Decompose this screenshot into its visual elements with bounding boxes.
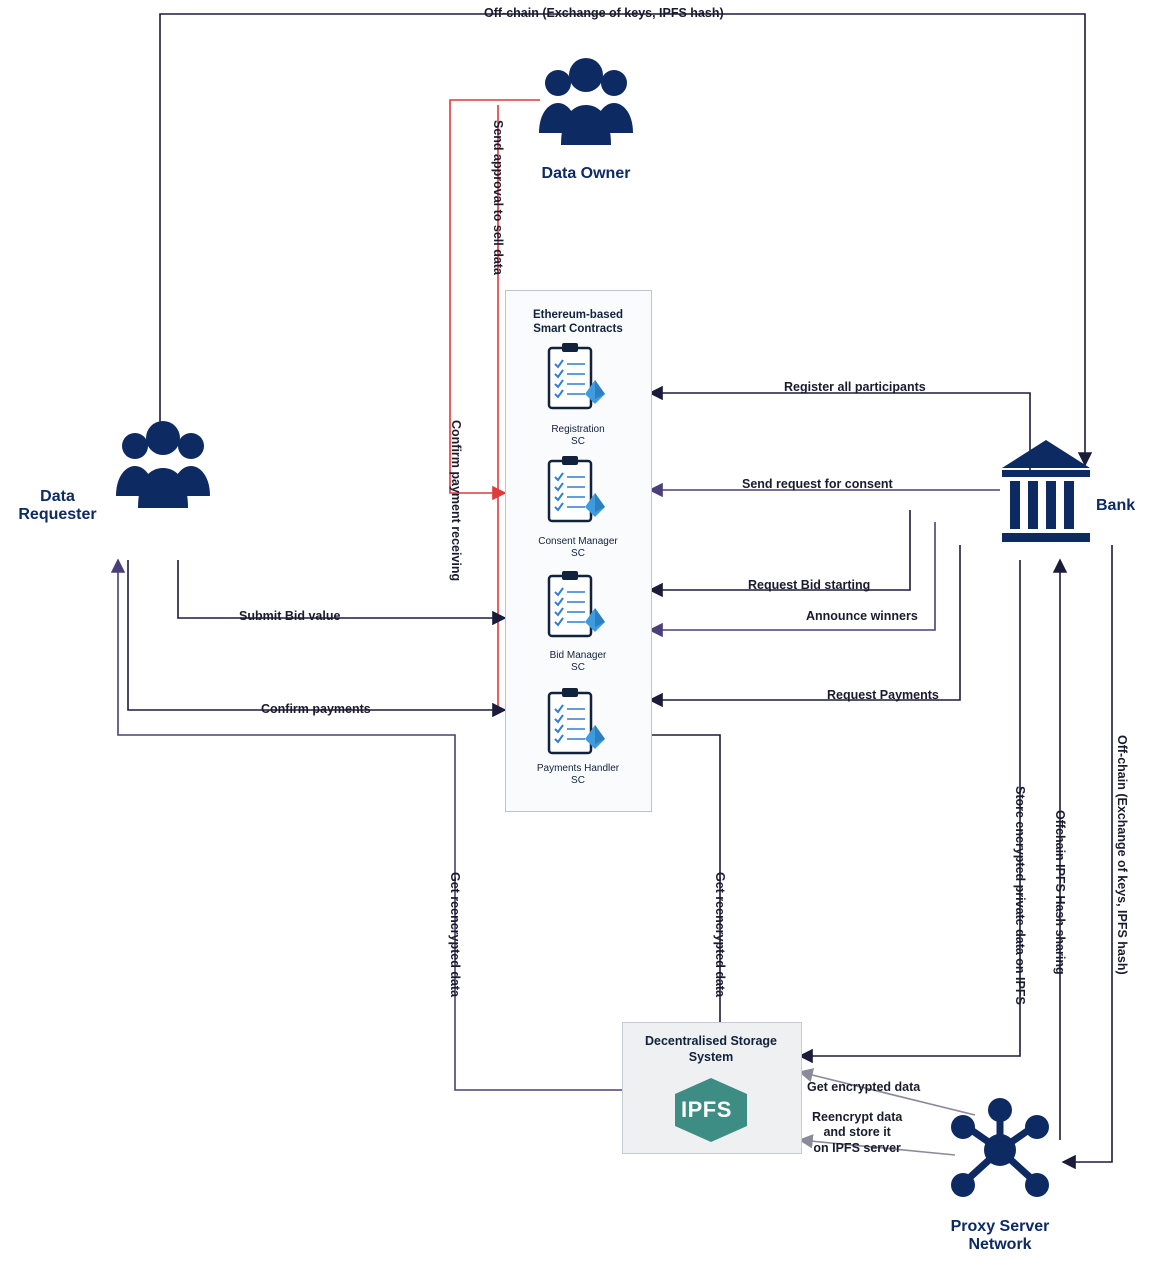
sc-header-line2: Smart Contracts <box>533 323 623 336</box>
proxy-line1: Proxy Server <box>950 1218 1050 1235</box>
node-label-data-requester <box>10 488 105 524</box>
sc1-line2: SC <box>571 436 585 447</box>
sc3-line1: Bid Manager <box>549 650 607 661</box>
sc-label-registration <box>513 424 643 448</box>
edge-label-get-reencrypted-data-mid: Get reencrypted data <box>713 872 727 998</box>
edge-label-send-request-consent: Send request for consent <box>742 477 893 491</box>
contract-clipboard-icon <box>545 455 611 538</box>
node-label-proxy-server-network <box>930 1218 1070 1254</box>
edge-label-reencrypt-data <box>812 1110 902 1156</box>
node-label-data-owner: Data Owner <box>541 165 631 182</box>
sc4-line2: SC <box>571 775 585 786</box>
storage-title-line1: Decentralised Storage <box>645 1034 777 1048</box>
edge-label-get-encrypted-data: Get encrypted data <box>807 1080 921 1094</box>
edge-label-announce-winners: Announce winners <box>806 609 918 623</box>
data-requester-line1: Data <box>40 488 75 505</box>
people-group-icon <box>536 55 636 155</box>
data-requester-line2: Requester <box>18 506 97 523</box>
edge-label-offchain-right: Off-chain (Exchange of keys, IPFS hash) <box>1115 735 1129 975</box>
people-group-icon <box>113 418 213 518</box>
reencrypt-line2: and store it <box>823 1125 891 1140</box>
contract-clipboard-icon <box>545 570 611 653</box>
sc4-line1: Payments Handler <box>536 763 620 774</box>
sc2-line1: Consent Manager <box>538 536 618 547</box>
edge-label-get-reencrypted-data-left: Get reencrypted data <box>448 872 462 998</box>
edge-label-confirm-payments: Confirm payments <box>261 702 371 716</box>
edge-label-send-approval: Send approval to sell data <box>491 120 505 275</box>
edge-label-confirm-payment-receiving: Confirm payment receiving <box>449 420 463 582</box>
edge-label-offchain-ipfs-hash-sharing: Offchain IPFS Hash sharing <box>1053 810 1067 975</box>
edge-label-offchain-top: Off-chain (Exchange of keys, IPFS hash) <box>484 6 724 20</box>
smart-contracts-header <box>513 308 643 337</box>
sc-label-payments-handler <box>513 763 643 787</box>
sc3-line2: SC <box>571 662 585 673</box>
sc1-line1: Registration <box>551 424 605 435</box>
node-label-bank: Bank <box>1096 497 1136 514</box>
contract-clipboard-icon <box>545 687 611 770</box>
sc-header-line1: Ethereum-based <box>532 309 624 321</box>
storage-title-line2: System <box>688 1049 734 1064</box>
edge-label-request-bid-starting: Request Bid starting <box>748 578 871 592</box>
sc-label-consent-manager <box>513 536 643 560</box>
ipfs-logo-text: IPFS <box>681 1097 732 1122</box>
contract-clipboard-icon <box>545 342 611 425</box>
sc2-line2: SC <box>571 548 585 559</box>
storage-title <box>626 1034 796 1065</box>
network-nodes-icon <box>945 1095 1055 1210</box>
proxy-line2: Network <box>968 1236 1032 1253</box>
edge-label-store-encrypted-private-data: Store encrypted private data on IPFS <box>1013 786 1027 1005</box>
edge-label-request-payments: Request Payments <box>827 688 939 702</box>
sc-label-bid-manager <box>513 650 643 674</box>
reencrypt-line1: Reencrypt data <box>812 1110 903 1124</box>
edge-label-submit-bid-value: Submit Bid value <box>239 609 341 623</box>
bank-icon <box>1000 438 1092 553</box>
edge-label-register-all-participants: Register all participants <box>784 380 926 394</box>
reencrypt-line3: on IPFS server <box>813 1140 901 1155</box>
